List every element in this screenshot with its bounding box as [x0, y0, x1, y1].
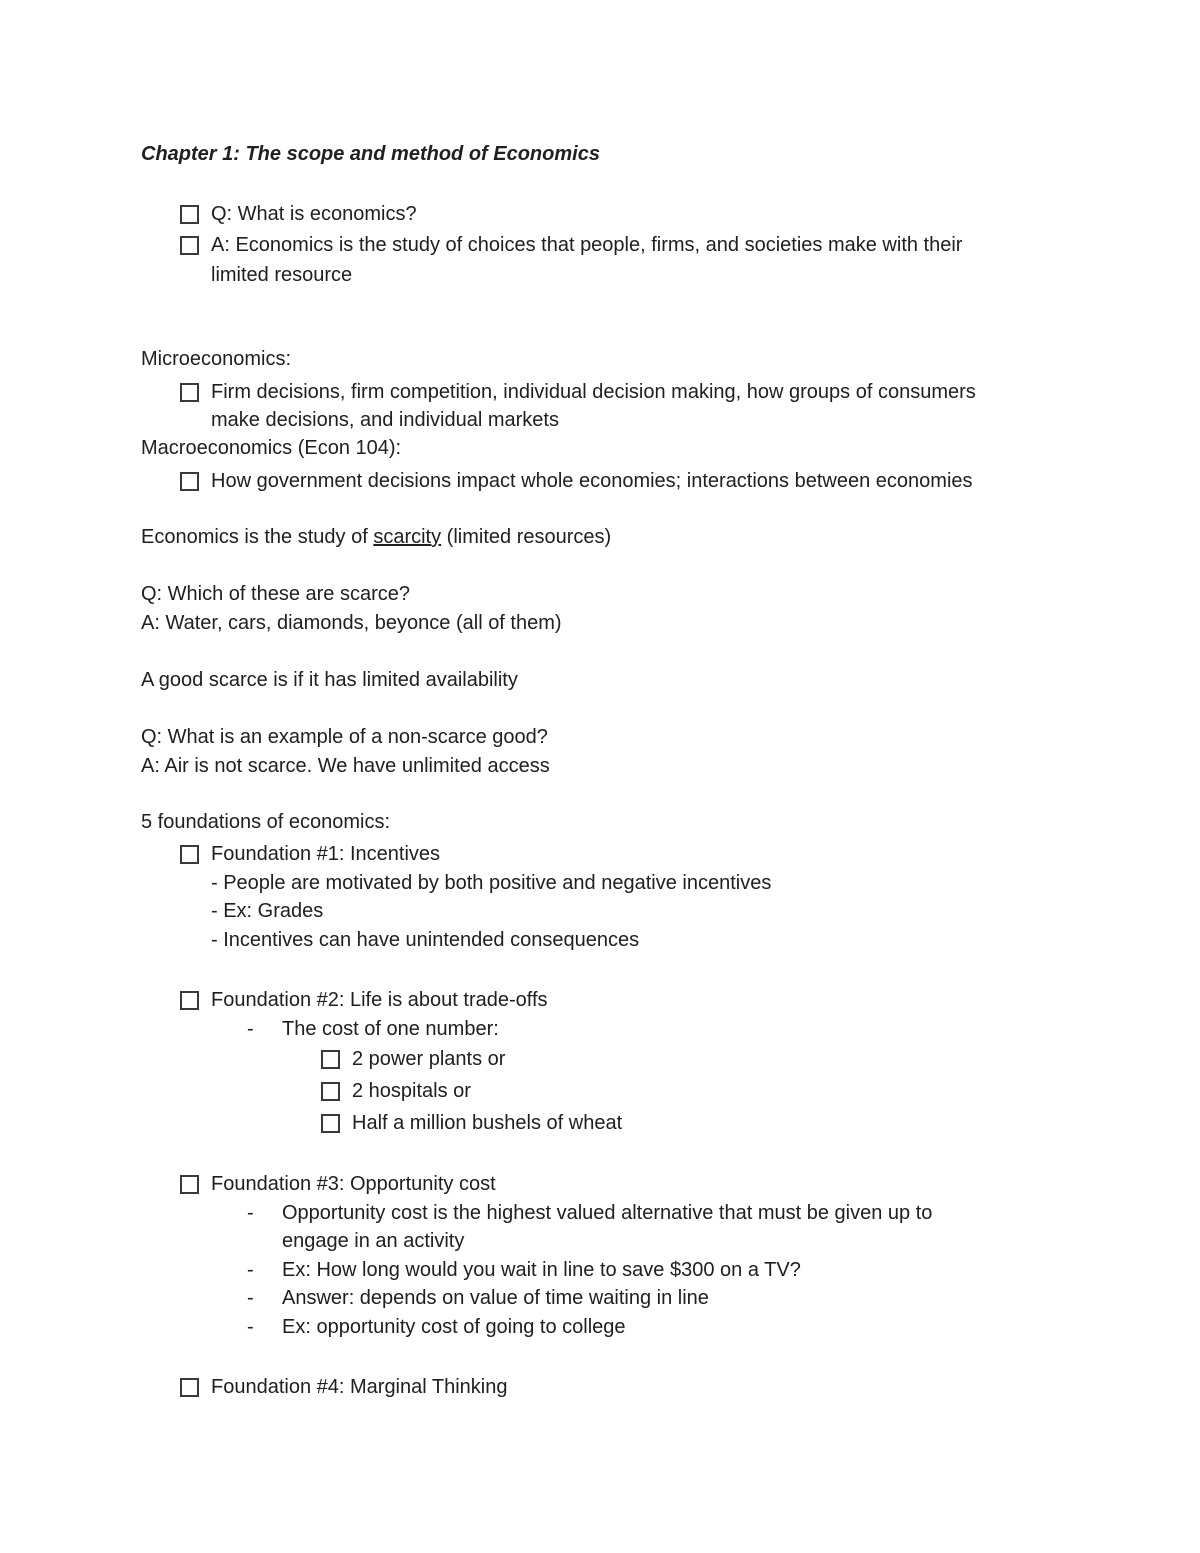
checkbox[interactable] [180, 383, 199, 402]
micro-item: Firm decisions, firm competition, individual decision making, how groups of consumers [211, 381, 976, 403]
macro-heading: Macroeconomics (Econ 104): [141, 437, 402, 459]
micro-item-continued: make decisions, and individual markets [211, 409, 559, 431]
foundation-2-option: Half a million bushels of wheat [352, 1112, 623, 1134]
answer-text-continued: limited resource [211, 264, 353, 286]
checkbox[interactable] [180, 1378, 199, 1397]
foundation-1-point: - Ex: Grades [211, 900, 324, 922]
checkbox[interactable] [321, 1114, 340, 1133]
scarce-question: Q: Which of these are scarce? [141, 583, 411, 605]
bullet-dash: - [247, 1018, 254, 1040]
foundation-4-label: Foundation #4: Marginal Thinking [211, 1376, 508, 1398]
checkbox[interactable] [321, 1050, 340, 1069]
foundation-3-point: Opportunity cost is the highest valued alternative that must be given up to [282, 1202, 933, 1224]
foundation-2-option: 2 hospitals or [352, 1080, 471, 1102]
scarcity-term: scarcity [373, 526, 442, 548]
checkbox[interactable] [321, 1082, 340, 1101]
checkbox[interactable] [180, 845, 199, 864]
foundation-3-point-continued: engage in an activity [282, 1230, 465, 1252]
good-scarce-statement: A good scarce is if it has limited availability [141, 669, 518, 691]
question-text: Q: What is economics? [211, 203, 417, 225]
nonscarce-question: Q: What is an example of a non-scarce good? [141, 726, 548, 748]
foundation-2-point: The cost of one number: [282, 1018, 499, 1040]
foundation-3-point: Answer: depends on value of time waiting in line [282, 1287, 709, 1309]
foundation-1-point: - People are motivated by both positive and negative incentives [211, 872, 772, 894]
foundations-heading: 5 foundations of economics: [141, 811, 391, 833]
bullet-dash: - [247, 1316, 254, 1338]
checkbox[interactable] [180, 991, 199, 1010]
page-title: Chapter 1: The scope and method of Economics [141, 143, 600, 165]
foundation-1-label: Foundation #1: Incentives [211, 843, 441, 865]
bullet-dash: - [247, 1259, 254, 1281]
bullet-dash: - [247, 1287, 254, 1309]
micro-heading: Microeconomics: [141, 348, 292, 370]
foundation-3-label: Foundation #3: Opportunity cost [211, 1173, 496, 1195]
foundation-3-point: Ex: opportunity cost of going to college [282, 1316, 626, 1338]
checkbox[interactable] [180, 205, 199, 224]
scarce-answer: A: Water, cars, diamonds, beyonce (all of them) [141, 612, 562, 634]
foundation-2-label: Foundation #2: Life is about trade-offs [211, 989, 548, 1011]
bullet-dash: - [247, 1202, 254, 1224]
scarcity-before: Economics is the study of [141, 526, 374, 548]
scarcity-after: (limited resources) [441, 526, 612, 548]
checkbox[interactable] [180, 472, 199, 491]
checkbox[interactable] [180, 236, 199, 255]
foundation-2-option: 2 power plants or [352, 1048, 506, 1070]
nonscarce-answer: A: Air is not scarce. We have unlimited access [141, 755, 550, 777]
foundation-3-point: Ex: How long would you wait in line to save $300 on a TV? [282, 1259, 801, 1281]
foundation-1-point: - Incentives can have unintended consequences [211, 929, 640, 951]
answer-text: A: Economics is the study of choices that people, firms, and societies make with their [211, 234, 963, 256]
macro-item: How government decisions impact whole economies; interactions between economies [211, 470, 973, 492]
scarcity-statement [141, 523, 611, 551]
checkbox[interactable] [180, 1175, 199, 1194]
